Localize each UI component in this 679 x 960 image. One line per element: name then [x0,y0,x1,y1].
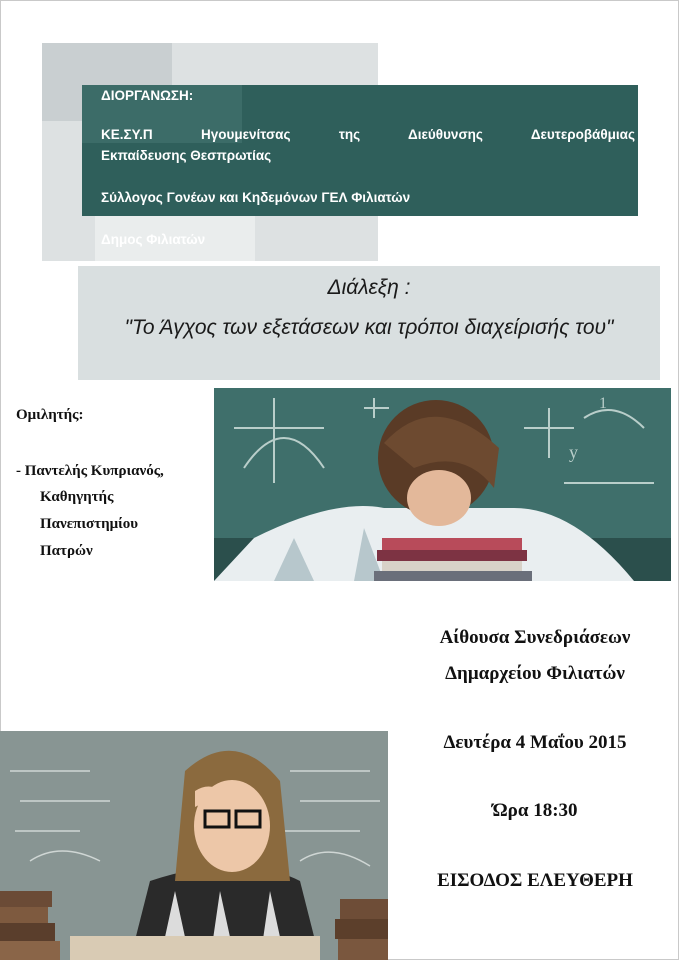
speaker-name: - Παντελής Κυπριανός, [16,463,164,479]
lecture-label: Διάλεξη : [327,276,411,299]
event-time: Ώρα 18:30 [492,800,578,821]
speaker-title-line: Πατρών [40,543,93,559]
organizers-heading: ΔΙΟΡΓΑΝΩΣΗ: [101,88,194,103]
svg-text:y: y [569,442,578,462]
speaker-title-line: Πανεπιστημίου [40,516,139,532]
free-entry: ΕΙΣΟΔΟΣ ΕΛΕΥΘΕΡΗ [437,870,633,891]
organizer-parents-association: Σύλλογος Γονέων και Κηδεμόνων ΓΕΛ Φιλιατών [101,190,411,205]
stressed-student-illustration [0,731,388,960]
speaker-label: Ομιλητής: [16,407,84,423]
student-asleep-illustration [214,388,671,581]
venue-line: Αίθουσα Συνεδριάσεων [439,627,631,648]
student-asleep-photo [214,388,671,581]
organizer-kesyp: ΚΕ.ΣΥ.Π Ηγουμενίτσας της Διεύθυνσης Δευτεροβάθμιας [101,127,635,142]
lecture-box [78,266,660,380]
lecture-title: "Το Άγχος των εξετάσεων και τρόποι διαχείρισής του" [124,316,614,339]
organizer-kesyp-cont: Εκπαίδευσης Θεσπρωτίας [101,148,272,163]
venue-line: Δημαρχείου Φιλιατών [445,663,625,684]
event-date: Δευτέρα 4 Μαΐου 2015 [443,732,627,753]
svg-text:1: 1 [599,395,607,412]
stressed-student-photo [0,731,388,960]
organizer-municipality: Δημος Φιλιατών [101,232,206,247]
speaker-title-line: Καθηγητής [40,489,114,505]
